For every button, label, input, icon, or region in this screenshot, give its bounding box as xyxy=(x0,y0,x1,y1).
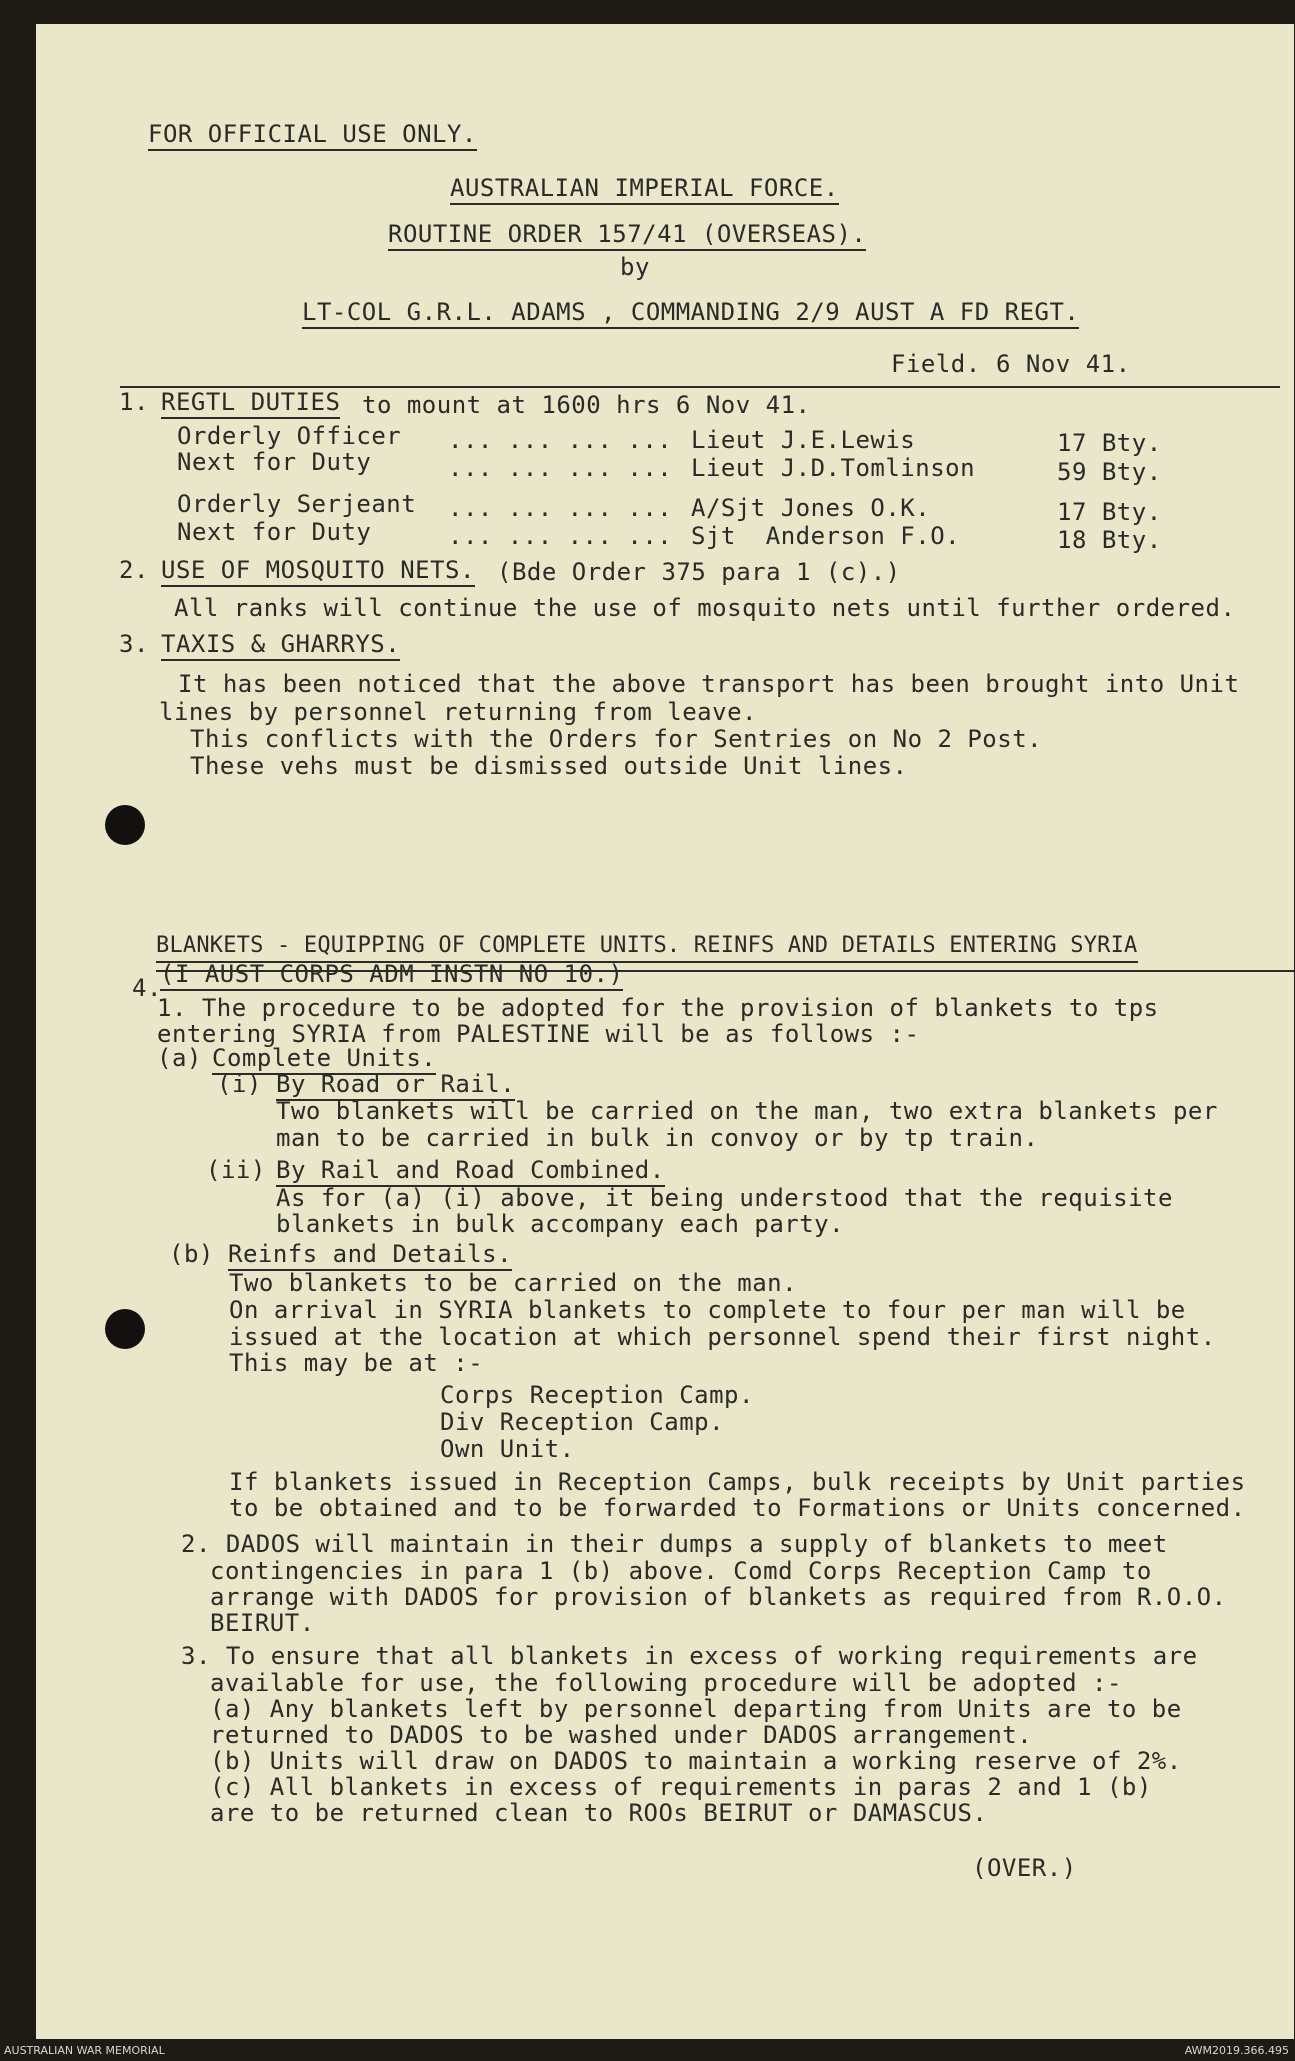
para-1-line: 1. The procedure to be adopted for the provision of blankets to tps xyxy=(157,994,1159,1022)
sub-ai-line: man to be carried in bulk in convoy or by tp train. xyxy=(276,1124,1039,1152)
over-note: (OVER.) xyxy=(972,1854,1077,1882)
footer-institution: AUSTRALIAN WAR MEMORIAL xyxy=(4,2044,165,2057)
para-3-line: 3. To ensure that all blankets in excess of working requirements are xyxy=(181,1642,1198,1670)
duty-battery: 17 Bty. xyxy=(1057,429,1162,457)
duty-battery: 18 Bty. xyxy=(1057,526,1162,554)
section-4-number: 4. xyxy=(132,974,162,1002)
section-1-number: 1. xyxy=(119,388,149,416)
para-2-line: BEIRUT. xyxy=(210,1609,315,1637)
para-2-line: 2. DADOS will maintain in their dumps a supply of blankets to meet xyxy=(181,1530,1168,1558)
sub-ai-title: By Road or Rail. xyxy=(276,1070,515,1101)
sub-a-title: Complete Units. xyxy=(212,1044,436,1075)
sub-ai-line: Two blankets will be carried on the man, two extra blankets per xyxy=(276,1097,1218,1125)
duty-name: Sjt Anderson F.O. xyxy=(691,522,961,550)
section-4-reference: (I AUST CORPS ADM INSTN NO 10.) xyxy=(160,960,623,991)
para-3-line: (c) All blankets in excess of requirements in paras 2 and 1 (b) xyxy=(210,1773,1152,1801)
sub-b-line: If blankets issued in Reception Camps, bulk receipts by Unit parties xyxy=(229,1468,1246,1496)
para-3-line: available for use, the following procedure will be adopted :- xyxy=(210,1669,1122,1697)
duty-battery: 17 Bty. xyxy=(1057,498,1162,526)
sub-b-line: issued at the location at which personnel spend their first night. xyxy=(229,1323,1216,1351)
section-3-line: This conflicts with the Orders for Sentries on No 2 Post. xyxy=(190,725,1043,753)
duty-battery: 59 Bty. xyxy=(1057,458,1162,486)
section-2-reference: (Bde Order 375 para 1 (c).) xyxy=(497,558,901,586)
duty-name: Lieut J.D.Tomlinson xyxy=(691,454,976,482)
duty-dots: ... ... ... ... xyxy=(448,426,673,454)
duty-role: Next for Duty xyxy=(177,518,372,546)
duty-role: Orderly Officer xyxy=(177,422,402,450)
sub-b-line: to be obtained and to be forwarded to Formations or Units concerned. xyxy=(229,1494,1246,1522)
sub-a-label: (a) xyxy=(157,1044,217,1072)
sub-b-title: Reinfs and Details. xyxy=(228,1240,512,1271)
duty-dots: ... ... ... ... xyxy=(448,522,673,550)
sub-aii-line: blankets in bulk accompany each party. xyxy=(276,1210,845,1238)
duty-name: A/Sjt Jones O.K. xyxy=(691,494,931,522)
section-4-title: BLANKETS - EQUIPPING OF COMPLETE UNITS. REINFS AND DETAILS ENTERING SYRIA xyxy=(156,932,1138,963)
para-2-line: arrange with DADOS for provision of blankets as required from R.O.O. xyxy=(210,1583,1227,1611)
section-3-line: lines by personnel returning from leave. xyxy=(159,698,757,726)
place-text: Field. xyxy=(891,350,981,378)
archive-footer xyxy=(0,2039,1295,2061)
section-1-title: REGTL DUTIES xyxy=(161,388,340,419)
force-heading: AUSTRALIAN IMPERIAL FORCE. xyxy=(450,174,839,205)
para-3-line: (a) Any blankets left by personnel departing from Units are to be xyxy=(210,1695,1182,1723)
footer-accession-number: AWM2019.366.495 xyxy=(1184,2044,1289,2057)
sub-aii-line: As for (a) (i) above, it being understood that the requisite xyxy=(276,1184,1173,1212)
sub-b-label: (b) xyxy=(169,1240,229,1268)
para-1-line: entering SYRIA from PALESTINE will be as follows :- xyxy=(157,1020,920,1048)
para-2-line: contingencies in para 1 (b) above. Comd Corps Reception Camp to xyxy=(210,1557,1152,1585)
section-3-number: 3. xyxy=(119,630,149,658)
date-text: 6 Nov 41. xyxy=(996,350,1131,378)
duty-name: Lieut J.E.Lewis xyxy=(691,426,916,454)
sub-b-line: Two blankets to be carried on the man. xyxy=(229,1269,798,1297)
duty-dots: ... ... ... ... xyxy=(448,454,673,482)
commander-heading: LT-COL G.R.L. ADAMS , COMMANDING 2/9 AUST A FD REGT. xyxy=(302,298,1079,329)
section-3-line: These vehs must be dismissed outside Unit lines. xyxy=(190,752,908,780)
duty-role: Next for Duty xyxy=(177,448,372,476)
section-3-line: It has been noticed that the above transport has been brought into Unit xyxy=(178,670,1240,698)
punch-hole-bottom xyxy=(105,1309,145,1349)
duty-dots: ... ... ... ... xyxy=(448,494,673,522)
para-3-line: returned to DADOS to be washed under DADOS arrangement. xyxy=(210,1721,1033,1749)
section-1-text: to mount at 1600 hrs 6 Nov 41. xyxy=(362,391,811,419)
para-3-line: are to be returned clean to ROOs BEIRUT or DAMASCUS. xyxy=(210,1799,988,1827)
punch-hole-top xyxy=(105,805,145,845)
sub-b-line: This may be at :- xyxy=(229,1349,484,1377)
camp-item: Own Unit. xyxy=(440,1435,575,1463)
section-3-title: TAXIS & GHARRYS. xyxy=(161,630,400,661)
section-2-number: 2. xyxy=(119,556,149,584)
official-use-heading: FOR OFFICIAL USE ONLY. xyxy=(148,120,477,151)
sub-b-line: On arrival in SYRIA blankets to complete to four per man will be xyxy=(229,1296,1186,1324)
document-page xyxy=(36,24,1294,2039)
routine-order-heading: ROUTINE ORDER 157/41 (OVERSEAS). xyxy=(388,220,866,251)
duty-role: Orderly Serjeant xyxy=(177,490,417,518)
section-2-title: USE OF MOSQUITO NETS. xyxy=(161,556,475,587)
sub-ai-label: (i) xyxy=(217,1070,277,1098)
sub-aii-label: (ii) xyxy=(206,1156,281,1184)
by-text: by xyxy=(620,253,650,281)
sub-aii-title: By Rail and Road Combined. xyxy=(276,1156,665,1187)
camp-item: Corps Reception Camp. xyxy=(440,1381,754,1409)
para-3-line: (b) Units will draw on DADOS to maintain a working reserve of 2%. xyxy=(210,1747,1182,1775)
section-2-text: All ranks will continue the use of mosquito nets until further ordered. xyxy=(174,594,1236,622)
camp-item: Div Reception Camp. xyxy=(440,1408,725,1436)
